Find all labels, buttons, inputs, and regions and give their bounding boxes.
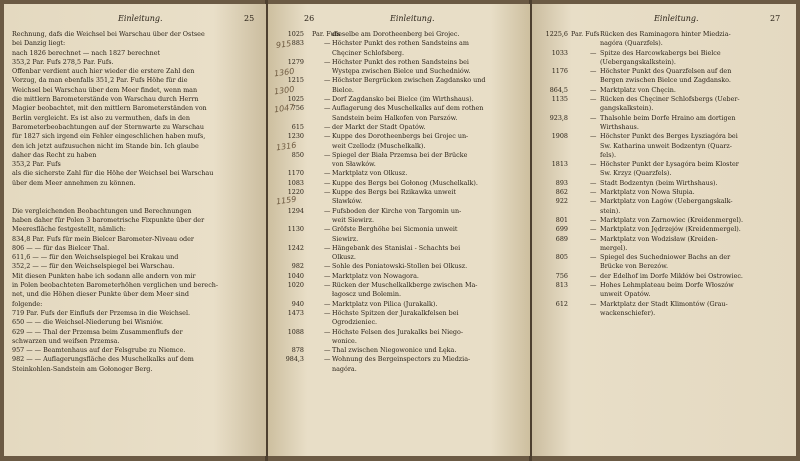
height-entry: [538, 104, 794, 113]
text-line: Barometerbeobachtungen auf der Sternwarte zu Warschau: [12, 122, 204, 131]
height-value: 883: [291, 39, 304, 48]
text-line: Magier beobachtet, mit den mittlern Barometerständen von: [12, 104, 207, 113]
page-body: [538, 30, 794, 318]
height-entry: [538, 225, 794, 234]
height-entry: [274, 160, 528, 169]
ditto-mark: —: [590, 215, 597, 224]
height-entry: [538, 58, 794, 67]
height-value: 864,5: [549, 85, 568, 94]
height-value: 756: [291, 104, 304, 113]
location-text: wackenschiefer).: [600, 308, 656, 317]
ditto-mark: —: [590, 253, 597, 262]
location-text: Marktplatz von Chęcin.: [600, 85, 676, 94]
page-body: [12, 30, 262, 374]
location-text: dieselbe am Dorotheenberg bei Grojec.: [332, 30, 460, 38]
height-entry: [274, 95, 528, 104]
location-text: nagóra.: [332, 364, 357, 373]
text-line: 834,8 Par. Fufs für mein Bielcer Barometer-Niveau oder: [12, 234, 194, 243]
height-entry: [274, 188, 528, 197]
text-line: 806 — — für das Bielcer Thal.: [12, 243, 110, 252]
text-line: 982 — — Auflagerungsfläche des Muschelkalks auf dem: [12, 355, 194, 364]
height-value: 756: [555, 271, 568, 280]
location-text: Höchster Punkt des rothen Sandsteins am: [332, 39, 469, 48]
ditto-mark: —: [590, 132, 597, 141]
location-text: Rücken des Raminagora hinter Miedzia-: [600, 30, 731, 38]
ditto-mark: —: [324, 132, 331, 141]
ditto-mark: —: [590, 48, 597, 57]
ditto-mark: —: [590, 95, 597, 104]
location-text: Kuppe des Dorotheenbergs bei Grojec un-: [332, 132, 469, 141]
height-entry: [538, 197, 794, 206]
ditto-mark: —: [324, 169, 331, 178]
location-text: fels).: [600, 150, 616, 159]
height-entry: [274, 300, 528, 309]
height-value: 612: [555, 299, 568, 308]
text-line: 352,2 — — für den Weichselspiegel bei Warschau.: [12, 262, 175, 271]
location-text: Rücken des Chęciner Schlofsbergs (Ueber-: [600, 95, 740, 104]
page-body: [274, 30, 528, 374]
location-text: Fufsboden der Kirche von Targomin un-: [332, 206, 462, 215]
height-value: 1220: [287, 188, 304, 197]
height-value: 1230: [287, 132, 304, 141]
height-entry: [274, 114, 528, 123]
location-text: Höchster Punkt des Quarzfelsen auf den: [600, 67, 732, 76]
height-entry: [274, 132, 528, 141]
page-27: [532, 4, 796, 456]
location-text: Sławków.: [332, 197, 363, 206]
height-entry: [538, 235, 794, 244]
text-line: net, und die Höhen dieser Punkte über dem Meer sind: [12, 290, 189, 299]
ditto-mark: —: [324, 299, 331, 308]
height-entry: [538, 49, 794, 58]
text-line: Mit diesen Punkten habe ich sodann alle andern von mir: [12, 271, 196, 280]
ditto-mark: —: [324, 76, 331, 85]
height-entry: [274, 262, 528, 271]
location-text: Marktplatz von Olkusz.: [332, 169, 408, 178]
height-value: 923,8: [549, 113, 568, 122]
ditto-mark: —: [324, 150, 331, 159]
location-text: von Sławków.: [332, 160, 376, 169]
location-text: Marktplatz von Zarnowiec (Kreidenmergel).: [600, 215, 744, 224]
text-line: schwarzen und weifsen Przemsa.: [12, 336, 120, 345]
height-entry: [538, 86, 794, 95]
height-entry: [538, 290, 794, 299]
location-text: Dorf Zagdansko bei Bielce (im Wirthshaus).: [332, 95, 474, 104]
height-value: 699: [555, 225, 568, 234]
text-line: nach 1826 berechnet — nach 1827 berechnet: [12, 48, 161, 57]
height-value: 878: [291, 346, 304, 355]
text-line: Steinkohlen-Sandstein am Gołonoger Berg.: [12, 364, 153, 373]
page-header: Einleitung.: [390, 14, 435, 23]
ditto-mark: —: [324, 39, 331, 48]
height-value: 615: [291, 122, 304, 131]
height-entry: [274, 225, 528, 234]
margin-note: 1159: [275, 194, 297, 207]
location-text: Spiegel des Suchedniower Bachs an der: [600, 253, 731, 262]
ditto-mark: —: [590, 281, 597, 290]
height-value: 1025: [287, 95, 304, 104]
ditto-mark: —: [324, 95, 331, 104]
height-entry: [538, 253, 794, 262]
margin-note: 1047: [273, 102, 295, 115]
height-value: 805: [555, 253, 568, 262]
height-entry: [538, 207, 794, 216]
height-value: 813: [555, 281, 568, 290]
margin-note: 1300: [273, 84, 295, 97]
height-entry: [274, 194, 528, 207]
height-entry: [538, 169, 794, 178]
text-line: Rechnung, dafs die Weichsel bei Warschau über der Ostsee: [12, 30, 205, 38]
ditto-mark: —: [324, 281, 331, 290]
location-text: (Uebergangskalkstein).: [600, 57, 676, 66]
location-text: Auflagerung des Muschelkalks auf dem rothen: [332, 104, 484, 113]
height-entry: [538, 272, 794, 281]
location-text: Höchster Punkt des Berges Łysziagóra bei: [600, 132, 738, 141]
margin-note: 1360: [273, 66, 295, 79]
height-entry: [274, 123, 528, 132]
location-text: Olkusz.: [332, 253, 356, 262]
location-text: mergel).: [600, 243, 628, 252]
page-25: [4, 4, 266, 456]
height-entry: [274, 207, 528, 216]
unit: Par. Fufs: [571, 30, 600, 38]
page-number: 25: [244, 14, 255, 23]
location-text: Kuppe des Bergs bei Gołonog (Muschelkalk).: [332, 178, 478, 187]
height-entry: [538, 244, 794, 253]
text-line: Die vergleichenden Beobachtungen und Berechnungen: [12, 206, 192, 215]
ditto-mark: —: [324, 57, 331, 66]
height-value: 940: [291, 299, 304, 308]
location-text: Höchste Felsen des Jurakalks bei Niego-: [332, 327, 463, 336]
ditto-mark: —: [324, 327, 331, 336]
height-entry: [538, 179, 794, 188]
location-text: Marktplatz von Jędrzejów (Kreidenmergel).: [600, 225, 741, 234]
ditto-mark: —: [324, 355, 331, 364]
location-text: Marktplatz von Nowagora.: [332, 271, 419, 280]
ditto-mark: —: [590, 271, 597, 280]
location-text: weit Siewirz.: [332, 215, 375, 224]
location-text: Stadt Bodzentyn (beim Wirthshaus).: [600, 178, 718, 187]
text-line: in Polen beobachteten Barometerhöhen verglichen und berech-: [12, 281, 219, 290]
ditto-mark: —: [324, 188, 331, 197]
ditto-mark: —: [590, 188, 597, 197]
height-entry: [274, 169, 528, 178]
height-entry: [274, 309, 528, 318]
location-text: Sw. Katharina unweit Bodzentyn (Quarz-: [600, 141, 732, 150]
ditto-mark: —: [324, 104, 331, 113]
page-header: Einleitung.: [118, 14, 163, 23]
height-entry: [538, 151, 794, 160]
ditto-mark: —: [324, 178, 331, 187]
location-text: stein).: [600, 206, 621, 215]
height-value: 1176: [551, 67, 568, 76]
margin-note: 915: [275, 38, 292, 51]
text-line: Weichsel bei Warschau über dem Meer findet, wenn man: [12, 85, 198, 94]
margin-note: 1316: [275, 140, 297, 153]
location-text: Brücke von Berezów.: [600, 262, 669, 271]
text-line: als die sicherste Zahl für die Höhe der Weichsel bei Warschau: [12, 169, 214, 178]
ditto-mark: —: [590, 85, 597, 94]
height-entry: [274, 365, 528, 374]
location-text: weit Czellodz (Muschelkalk).: [332, 141, 426, 150]
height-entry: [274, 142, 528, 151]
height-value: 1279: [287, 57, 304, 66]
ditto-mark: —: [590, 178, 597, 187]
text-line: 629 — — Thal der Przemsa beim Zusammenflufs der: [12, 327, 183, 336]
height-entry: [538, 216, 794, 225]
location-text: Hohes Lehmplateau beim Dorfe Włoszów: [600, 281, 734, 290]
text-line: 353,2 Par. Fufs: [12, 160, 61, 169]
location-text: Höchste Spitzen der Jurakalkfelsen bei: [332, 308, 459, 317]
location-text: Gröfste Berghöhe bei Sicmonia unweit: [332, 225, 458, 234]
ditto-mark: —: [590, 299, 597, 308]
ditto-mark: —: [324, 206, 331, 215]
location-text: Thal zwischen Niegowonice und Łęka.: [332, 346, 457, 355]
text-line: bei Danzig liegt:: [12, 39, 66, 48]
height-entry: [538, 300, 794, 309]
ditto-mark: —: [590, 67, 597, 76]
height-value: 1033: [551, 48, 568, 57]
height-value: 1294: [287, 206, 304, 215]
text-line: folgende:: [12, 299, 43, 308]
location-text: gangskalkstein).: [600, 104, 654, 113]
height-entry: [274, 179, 528, 188]
height-entry: [274, 272, 528, 281]
text-line: 611,6 — — für den Weichselspiegel bei Krakau und: [12, 253, 179, 262]
location-text: Marktplatz von Pilica (Jurakalk).: [332, 299, 438, 308]
location-text: Występa zwischen Bielce und Suchedniów.: [332, 67, 471, 76]
height-entry: [538, 39, 794, 48]
location-text: Marktplatz von Wodzisław (Kreiden-: [600, 234, 718, 243]
height-value: 1215: [287, 76, 304, 85]
text-line: haben daher für Polen 3 barometrische Fixpunkte über der: [12, 215, 205, 224]
page-number: 27: [770, 14, 781, 23]
page-header: Einleitung.: [654, 14, 699, 23]
height-value: 922: [555, 197, 568, 206]
text-line: daher das Recht zu haben: [12, 150, 97, 159]
text-line: Vorzug, da man ebenfalls 351,2 Par. Fufs Höhe für die: [12, 76, 188, 85]
height-entry: [274, 337, 528, 346]
location-text: Spiegel der Biała Przemsa bei der Brücke: [332, 150, 468, 159]
height-entry: [274, 328, 528, 337]
location-text: Chęciner Schlofsberg.: [332, 48, 405, 57]
height-entry: [538, 76, 794, 85]
text-line: [12, 188, 262, 197]
text-line: Berlin vergleicht. Es ist also zu vermuthen, dafs in den: [12, 113, 190, 122]
height-entry: [538, 123, 794, 132]
text-line: für 1827 sich irgend ein Fehler eingeschlichen haben mufs,: [12, 132, 206, 141]
height-entry: [274, 104, 528, 113]
height-value: 862: [555, 188, 568, 197]
height-entry: [274, 281, 528, 290]
location-text: Rücken der Muschelkalkberge zwischen Ma-: [332, 281, 478, 290]
height-entry: [538, 67, 794, 76]
location-text: Sw. Krzyz (Quarzfels).: [600, 169, 672, 178]
height-value: 689: [555, 234, 568, 243]
height-entry: [274, 86, 528, 95]
location-text: Marktplatz von Łagów (Uebergangskalk-: [600, 197, 733, 206]
height-entry: [274, 355, 528, 364]
height-entry: [274, 244, 528, 253]
height-entry: [538, 95, 794, 104]
height-entry: [274, 216, 528, 225]
text-line: über dem Meer annehmen zu können.: [12, 178, 136, 187]
height-value: 1020: [287, 281, 304, 290]
ditto-mark: —: [324, 346, 331, 355]
height-value: 1040: [287, 271, 304, 280]
ditto-mark: —: [590, 234, 597, 243]
height-value: 984,3: [285, 355, 304, 364]
ditto-mark: —: [590, 225, 597, 234]
text-line: [12, 197, 262, 206]
height-entry: [538, 132, 794, 141]
ditto-mark: —: [590, 113, 597, 122]
height-entry: [538, 309, 794, 318]
text-line: Meeresfläche festgestellt, nämlich:: [12, 225, 126, 234]
height-value: 1025: [287, 30, 304, 38]
height-entry: [274, 253, 528, 262]
text-line: 719 Par. Fufs der Einflufs der Przemsa in die Weichsel.: [12, 308, 191, 317]
height-entry: [538, 114, 794, 123]
height-entry: [274, 346, 528, 355]
location-text: Höchster Punkt der Łysagóra beim Kloster: [600, 160, 739, 169]
location-text: Kuppe des Bergs bei Rzikawka unweit: [332, 188, 456, 197]
ditto-mark: —: [324, 308, 331, 317]
height-value: 1813: [551, 160, 568, 169]
height-value: 1242: [287, 243, 304, 252]
height-entry: [538, 281, 794, 290]
location-text: Ogrodzieniec.: [332, 318, 378, 327]
location-text: Thalsohle beim Dorfe Hraino am dortigen: [600, 113, 736, 122]
location-text: Siewirz.: [332, 234, 359, 243]
height-value: 1908: [551, 132, 568, 141]
height-value: 1088: [287, 327, 304, 336]
height-value: 1225,6: [545, 30, 568, 38]
height-entry: [538, 160, 794, 169]
height-value: 1170: [287, 169, 304, 178]
height-value: 850: [291, 150, 304, 159]
location-text: Höchster Punkt des rothen Sandsteins bei: [332, 57, 469, 66]
location-text: Sandstein beim Halkofen von Parszów.: [332, 113, 458, 122]
location-text: der Markt der Stadt Opatów.: [332, 122, 426, 131]
location-text: Wohnung des Bergeinspectors zu Miedzia-: [332, 355, 471, 364]
height-value: 982: [291, 262, 304, 271]
ditto-mark: —: [590, 160, 597, 169]
location-text: nagóra (Quarzfels).: [600, 39, 663, 48]
text-line: die mittlern Barometerstände von Warschau durch Herrn: [12, 95, 199, 104]
height-entry: [538, 30, 794, 39]
ditto-mark: —: [324, 122, 331, 131]
text-line: 353,2 Par. Fufs 278,5 Par. Fufs.: [12, 57, 114, 66]
location-text: Marktplatz von Nowa Słupia.: [600, 188, 695, 197]
height-entry: [274, 58, 528, 67]
location-text: Höchster Bergrücken zwischen Zagdansko und: [332, 76, 486, 85]
ditto-mark: —: [324, 271, 331, 280]
height-value: 1083: [287, 178, 304, 187]
ditto-mark: —: [324, 243, 331, 252]
height-entry: [274, 49, 528, 58]
text-line: den ich jetzt aufzusuchen nicht im Stande bin. Ich glaube: [12, 141, 199, 150]
location-text: łagoscz und Bolemin.: [332, 290, 402, 299]
page-26: [268, 4, 530, 456]
height-entry: [274, 30, 528, 39]
location-text: Wirthshaus.: [600, 122, 639, 131]
location-text: Bergen zwischen Bielce und Zagdansko.: [600, 76, 731, 85]
location-text: Spitze des Harcowkabergs bei Bielce: [600, 48, 721, 57]
location-text: wonice.: [332, 336, 357, 345]
height-value: 1135: [551, 95, 568, 104]
height-value: 893: [555, 178, 568, 187]
page-number: 26: [304, 14, 315, 23]
height-entry: [274, 318, 528, 327]
height-entry: [538, 188, 794, 197]
height-entry: [274, 151, 528, 160]
text-line: 650 — — die Weichsel-Niederung bei Wisniów.: [12, 318, 164, 327]
unit: Par. Fufs: [312, 30, 341, 38]
text-line: Offenbar verdient auch hier wieder die erstere Zahl den: [12, 67, 195, 76]
ditto-mark: —: [590, 197, 597, 206]
height-entry: [538, 262, 794, 271]
location-text: Marktplatz der Stadt Klimontów (Grau-: [600, 299, 728, 308]
height-value: 1130: [287, 225, 304, 234]
height-entry: [274, 76, 528, 85]
location-text: Bielce.: [332, 85, 354, 94]
height-entry: [274, 67, 528, 76]
height-entry: [538, 142, 794, 151]
height-value: 1473: [287, 308, 304, 317]
height-entry: [274, 290, 528, 299]
height-entry: [274, 38, 528, 51]
ditto-mark: —: [324, 262, 331, 271]
location-text: Hängebank des Stanislai - Schachts bei: [332, 243, 461, 252]
location-text: unweit Opatów.: [600, 290, 651, 299]
height-value: 801: [555, 215, 568, 224]
ditto-mark: —: [324, 225, 331, 234]
text-line: 957 — — Beamtenhaus auf der Felsgrube zu Niemce.: [12, 346, 186, 355]
location-text: Sohle des Poniatowski-Stollen bei Olkusz.: [332, 262, 468, 271]
location-text: der Edelhof im Dorfe Mikłów bei Ostrowiec.: [600, 271, 743, 280]
height-entry: [274, 235, 528, 244]
